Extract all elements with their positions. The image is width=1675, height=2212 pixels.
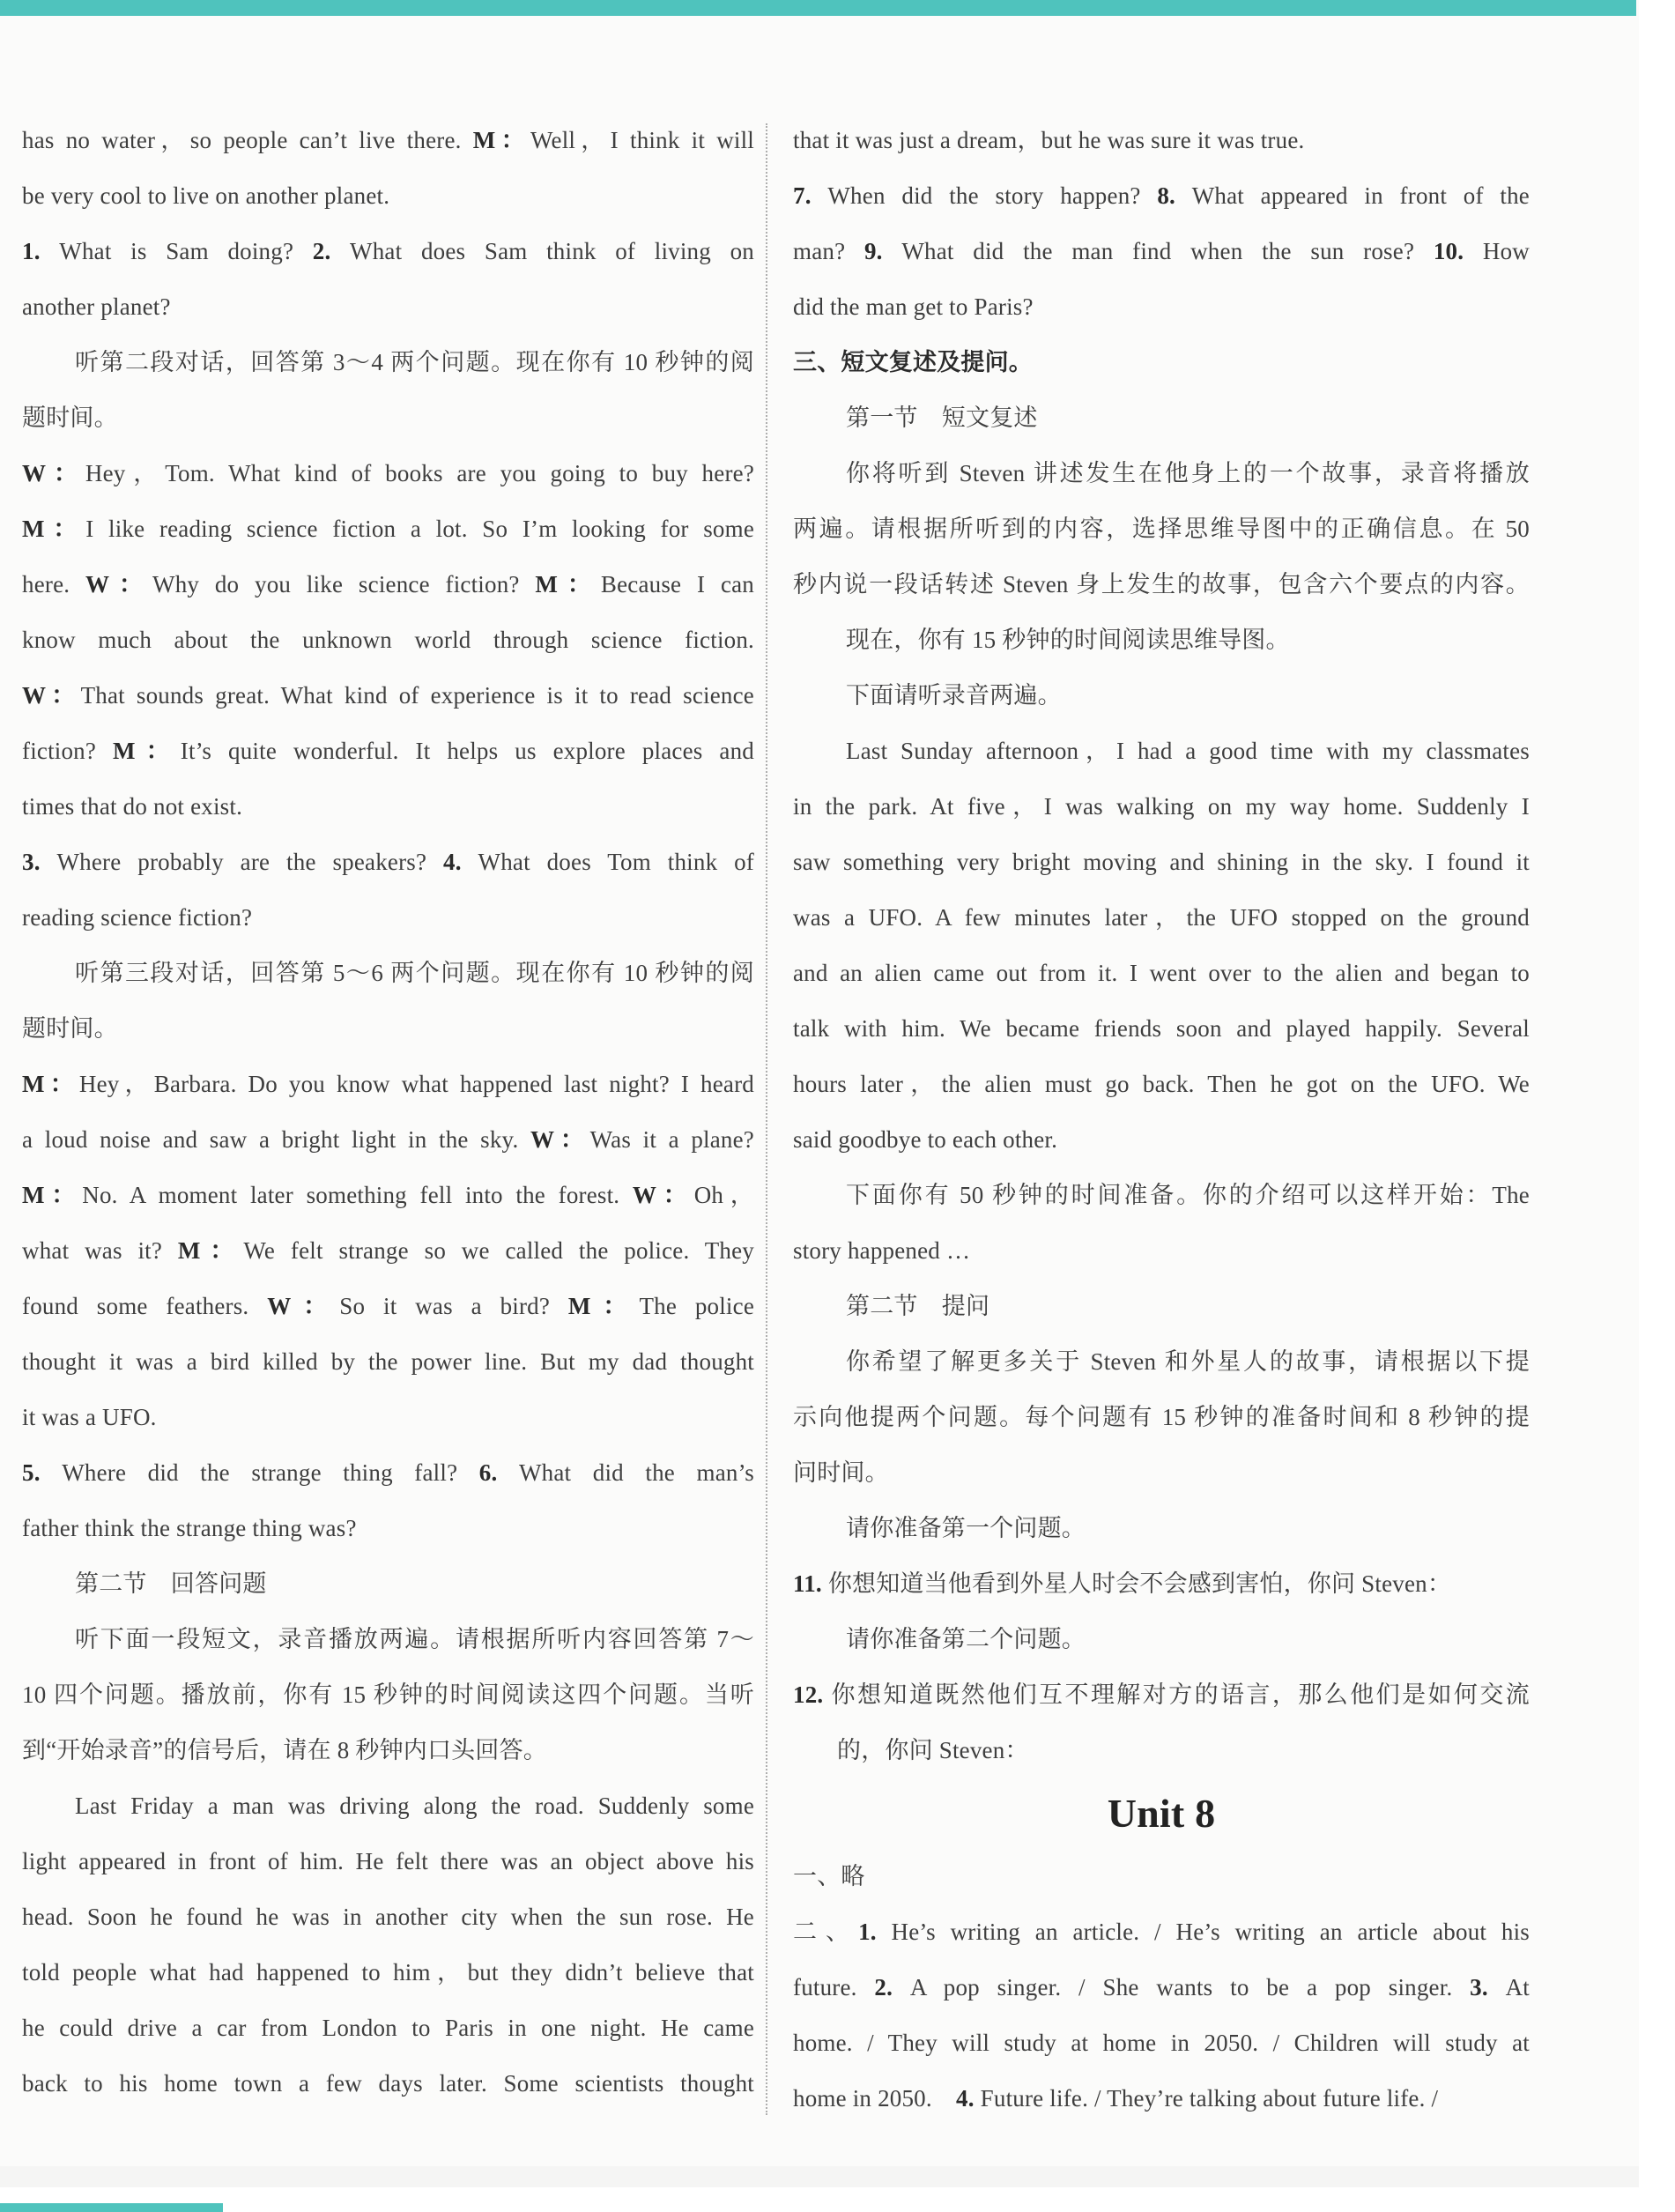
bold-text-span: M： — [535, 571, 601, 598]
text-line — [793, 2071, 1530, 2127]
text-span: story happened … — [793, 1237, 971, 1264]
text-span: That sounds great. What kind of experience is it to read science — [80, 682, 754, 709]
text-span: 你想知道既然他们互不理解对方的语言，那么他们是如何交流 — [831, 1681, 1530, 1708]
text-span: home. / They will study at home in 2050. / Children will study at — [793, 2030, 1530, 2056]
text-span: future. — [793, 1974, 875, 2000]
text-span: Where did the strange thing fall? — [62, 1459, 479, 1486]
text-line — [22, 779, 754, 835]
text-span: Where probably are the speakers? — [56, 849, 444, 875]
text-span: man? — [793, 238, 864, 264]
text-span: father think the strange thing was? — [22, 1515, 357, 1541]
text-span: back to his home town a few days later. Some scientists thought — [22, 2070, 754, 2097]
text-line — [22, 1279, 754, 1334]
text-line — [793, 890, 1530, 946]
text-line — [793, 1960, 1530, 2015]
bold-text-span: W： — [22, 460, 85, 486]
text-span: 一、略 — [793, 1863, 865, 1889]
right-text-column — [793, 113, 1530, 2127]
text-span: Was it a plane? — [589, 1126, 754, 1153]
text-line — [793, 279, 1530, 335]
text-line — [22, 2000, 754, 2056]
text-span: What did the man find when the sun rose? — [901, 238, 1434, 264]
left-text-column — [22, 113, 754, 2112]
text-span: a loud noise and saw a bright light in the sky. — [22, 1126, 531, 1153]
text-span: Last Sunday afternoon，I had a good time with my classmates — [846, 738, 1530, 764]
text-line — [22, 724, 754, 779]
text-span: did the man get to Paris? — [793, 293, 1034, 320]
text-line — [793, 1904, 1530, 1960]
text-span: 题时间。 — [22, 405, 118, 431]
text-span: 两遍。请根据所听到的内容，选择思维导图中的正确信息。在 50 — [793, 516, 1530, 542]
text-line — [22, 168, 754, 224]
text-line — [793, 390, 1530, 446]
text-line — [22, 612, 754, 668]
bold-text-span: M： — [22, 1071, 79, 1097]
text-line — [793, 224, 1530, 279]
text-span: I like reading science fiction a lot. So I’m looking for some — [85, 516, 754, 542]
text-line — [793, 1001, 1530, 1057]
text-span: Last Friday a man was driving along the road. Suddenly some — [75, 1793, 754, 1819]
right-margin — [1639, 0, 1675, 2212]
text-line — [793, 946, 1530, 1001]
text-line — [22, 224, 754, 279]
text-line — [22, 1778, 754, 1834]
text-line — [22, 1168, 754, 1223]
text-span: be very cool to live on another planet. — [22, 182, 390, 209]
text-line — [793, 1334, 1530, 1390]
text-span: Future life. / They’re talking about future life. / — [980, 2085, 1439, 2112]
text-line — [22, 113, 754, 168]
text-line — [22, 890, 754, 946]
text-span: fiction? — [22, 738, 113, 764]
text-span: 请你准备第一个问题。 — [846, 1515, 1086, 1541]
text-span: know much about the unknown world through science fiction. — [22, 627, 754, 653]
bottom-edge-scan-bar — [0, 2203, 223, 2212]
text-span: has no water，so people can’t live there. — [22, 127, 473, 153]
text-span: 下面你有 50 秒钟的时间准备。你的介绍可以这样开始：The — [846, 1182, 1530, 1208]
text-line — [22, 946, 754, 1001]
text-span: and an alien came out from it. I went over to the alien and began to — [793, 960, 1530, 986]
text-span: Well，I think it will — [530, 127, 754, 153]
text-span: No. A moment later something fell into the forest. — [82, 1182, 633, 1208]
text-line — [22, 335, 754, 390]
text-span: 三、短文复述及提问。 — [793, 349, 1033, 375]
bold-text-span: 4. — [956, 2085, 981, 2112]
text-line — [793, 168, 1530, 224]
text-line — [22, 1834, 754, 1889]
text-span: So it was a bird? — [339, 1293, 568, 1319]
text-line — [793, 779, 1530, 835]
text-span: talk with him. We became friends soon and played happily. Several — [793, 1015, 1530, 1042]
text-span: 问时间。 — [793, 1459, 889, 1486]
text-span: found some feathers. — [22, 1293, 268, 1319]
bold-text-span: M： — [22, 1182, 83, 1208]
text-line — [22, 1945, 754, 2000]
text-line — [793, 1223, 1530, 1279]
text-span: 到“开始录音”的信号后，请在 8 秒钟内口头回答。 — [22, 1737, 547, 1763]
bold-text-span: W： — [85, 571, 153, 598]
text-line — [793, 501, 1530, 557]
text-line — [793, 1556, 1530, 1612]
text-line — [22, 1612, 754, 1667]
bold-text-span: 9. — [863, 238, 902, 264]
text-span: How — [1482, 238, 1530, 264]
text-line — [793, 1390, 1530, 1445]
bottom-margin — [0, 2187, 1675, 2212]
text-span: What did the man’s — [518, 1459, 754, 1486]
text-span: Because I can — [600, 571, 754, 598]
bold-text-span: M： — [472, 127, 530, 153]
text-line — [793, 1445, 1530, 1501]
bold-text-span: W： — [530, 1126, 590, 1153]
bold-text-span: 8. — [1157, 182, 1192, 209]
text-line — [22, 2056, 754, 2112]
text-span: that it was just a dream，but he was sure it was true. — [793, 127, 1305, 153]
text-line — [22, 1334, 754, 1390]
text-span: 秒内说一段话转述 Steven 身上发生的故事，包含六个要点的内容。 — [793, 571, 1530, 598]
text-span: What is Sam doing? — [59, 238, 313, 264]
text-span: times that do not exist. — [22, 793, 243, 820]
bold-text-span: 1. — [858, 1919, 892, 1945]
text-span: 第二节 提问 — [846, 1293, 990, 1319]
text-span: said goodbye to each other. — [793, 1126, 1058, 1153]
text-line — [793, 1612, 1530, 1667]
text-line — [793, 1057, 1530, 1112]
text-span: hours later，the alien must go back. Then he got on the UFO. We — [793, 1071, 1530, 1097]
text-span: here. — [22, 571, 85, 598]
text-span: At — [1505, 1974, 1530, 2000]
text-line — [793, 1279, 1530, 1334]
text-line — [22, 1112, 754, 1168]
text-span: Oh， — [693, 1182, 754, 1208]
text-span: thought it was a bird killed by the power line. But my dad thought — [22, 1348, 754, 1375]
text-span: 第二节 回答问题 — [75, 1570, 267, 1597]
bold-text-span: M： — [22, 516, 86, 542]
text-span: The police — [639, 1293, 754, 1319]
text-line — [22, 1723, 754, 1778]
bold-text-span: 2. — [874, 1974, 910, 2000]
text-span: he could drive a car from London to Paris in one night. He came — [22, 2015, 754, 2041]
text-line — [22, 1057, 754, 1112]
bold-text-span: W： — [267, 1293, 340, 1319]
text-line — [793, 1667, 1530, 1723]
text-span: 听第二段对话，回答第 3～4 两个问题。现在你有 10 秒钟的阅 — [75, 349, 754, 375]
text-span: What appeared in front of the — [1191, 182, 1530, 209]
text-line — [793, 1849, 1530, 1904]
text-line — [22, 390, 754, 446]
text-span: 听下面一段短文，录音播放两遍。请根据所听内容回答第 7～ — [75, 1626, 754, 1652]
text-span: in the park. At five，I was walking on my way home. Suddenly I — [793, 793, 1530, 820]
bottom-scan-shade — [0, 2166, 1639, 2187]
text-line — [793, 835, 1530, 890]
text-line — [22, 1889, 754, 1945]
text-span: 题时间。 — [22, 1015, 118, 1042]
bold-text-span: W： — [22, 682, 81, 709]
text-span: Hey，Tom. What kind of books are you going to buy here? — [85, 460, 754, 486]
text-line — [22, 1556, 754, 1612]
text-span: light appeared in front of him. He felt there was an object above his — [22, 1848, 754, 1874]
text-line — [793, 557, 1530, 612]
text-span: What does Tom think of — [478, 849, 754, 875]
text-line — [22, 1390, 754, 1445]
bold-text-span: 3. — [1470, 1974, 1506, 2000]
text-span: 听第三段对话，回答第 5～6 两个问题。现在你有 10 秒钟的阅 — [75, 960, 754, 986]
text-span: 10 四个问题。播放前，你有 15 秒钟的时间阅读这四个问题。当听 — [22, 1681, 754, 1708]
text-line — [22, 1667, 754, 1723]
section-heading — [793, 335, 1530, 390]
text-line — [793, 612, 1530, 668]
text-span: 下面请听录音两遍。 — [846, 682, 1062, 709]
bold-text-span: 12. — [793, 1681, 832, 1708]
text-span: A pop singer. / She wants to be a pop singer. — [909, 1974, 1471, 2000]
text-span: When did the story happen? — [827, 182, 1158, 209]
column-divider — [766, 123, 767, 2115]
text-span: 二、 — [793, 1919, 859, 1945]
text-span: 你将听到 Steven 讲述发生在他身上的一个故事，录音将播放 — [846, 460, 1530, 486]
text-span: 你想知道当他看到外星人时会不会感到害怕，你问 Steven： — [827, 1570, 1452, 1597]
text-line — [793, 446, 1530, 501]
text-span: 的，你问 Steven： — [837, 1737, 1029, 1763]
text-line — [793, 1723, 1530, 1778]
bold-text-span: 3. — [22, 849, 57, 875]
text-span: 你希望了解更多关于 Steven 和外星人的故事，请根据以下提 — [846, 1348, 1530, 1375]
text-span: 请你准备第二个问题。 — [846, 1626, 1086, 1652]
text-span: We felt strange so we called the police. They — [243, 1237, 754, 1264]
text-line — [22, 1001, 754, 1057]
bold-text-span: 2. — [312, 238, 351, 264]
text-span: 现在，你有 15 秒钟的时间阅读思维导图。 — [846, 627, 1290, 653]
text-span: 第一节 短文复述 — [846, 405, 1038, 431]
text-span: Why do you like science fiction? — [152, 571, 536, 598]
bold-text-span: 7. — [793, 182, 828, 209]
bold-text-span: 10. — [1433, 238, 1483, 264]
bold-text-span: 1. — [22, 238, 60, 264]
text-span: What does Sam think of living on — [350, 238, 754, 264]
text-span: He’s writing an article. / He’s writing an article about his — [891, 1919, 1530, 1945]
text-line — [22, 1223, 754, 1279]
text-line — [22, 1501, 754, 1556]
bold-text-span: M： — [112, 738, 181, 764]
text-span: what was it? — [22, 1237, 178, 1264]
text-span: saw something very bright moving and shining in the sky. I found it — [793, 849, 1530, 875]
top-edge-scan-bar — [0, 0, 1636, 16]
text-span: reading science fiction? — [22, 904, 253, 931]
text-line — [22, 835, 754, 890]
text-line — [22, 557, 754, 612]
text-span: told people what had happened to him，but they didn’t believe that — [22, 1959, 754, 1986]
text-span: was a UFO. A few minutes later，the UFO stopped on the ground — [793, 904, 1530, 931]
text-span: home in 2050. — [793, 2085, 957, 2112]
unit-8-heading — [793, 1778, 1530, 1849]
text-line — [793, 113, 1530, 168]
bold-text-span: M： — [567, 1293, 640, 1319]
bold-text-span: W： — [632, 1182, 694, 1208]
bold-text-span: M： — [177, 1237, 244, 1264]
text-line — [22, 1445, 754, 1501]
bold-text-span: 6. — [478, 1459, 519, 1486]
bold-text-span: 4. — [443, 849, 478, 875]
text-line — [793, 1168, 1530, 1223]
text-line — [793, 2015, 1530, 2071]
text-span: head. Soon he found he was in another city when the sun rose. He — [22, 1904, 754, 1930]
bold-text-span: 5. — [22, 1459, 63, 1486]
text-line — [793, 668, 1530, 724]
text-span: It’s quite wonderful. It helps us explore places and — [180, 738, 754, 764]
text-span: Hey，Barbara. Do you know what happened last night? I heard — [78, 1071, 754, 1097]
text-span: Unit 8 — [1107, 1791, 1216, 1836]
text-span: another planet? — [22, 293, 171, 320]
text-span: 示向他提两个问题。每个问题有 15 秒钟的准备时间和 8 秒钟的提 — [793, 1404, 1530, 1430]
text-span: it was a UFO. — [22, 1404, 157, 1430]
text-line — [793, 724, 1530, 779]
text-line — [793, 1501, 1530, 1556]
bold-text-span: 11. — [793, 1570, 828, 1597]
text-line — [22, 446, 754, 501]
text-line — [22, 668, 754, 724]
text-line — [22, 279, 754, 335]
text-line — [793, 1112, 1530, 1168]
text-line — [22, 501, 754, 557]
